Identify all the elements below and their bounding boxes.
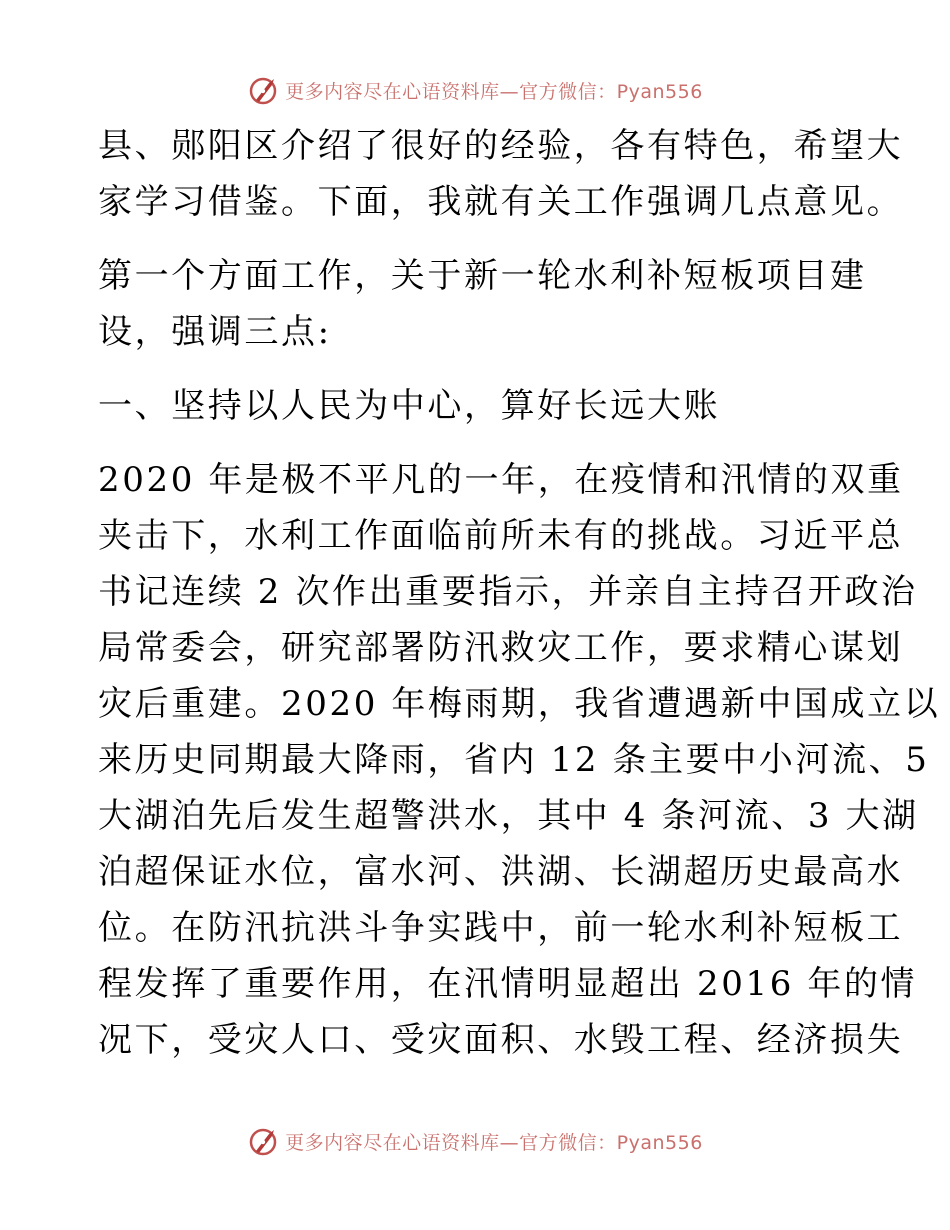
paragraph-intro — [98, 118, 904, 230]
text-line: 位。在防汛抗洪斗争实践中，前一轮水利补短板工 — [98, 908, 904, 948]
text-line: 灾后重建。2020 年梅雨期，我省遭遇新中国成立以 — [98, 684, 941, 724]
pen-nib-circle-icon — [247, 1124, 281, 1158]
watermark-text: 更多内容尽在心语资料库—官方微信：Pyan556 — [285, 80, 703, 103]
text-line: 局常委会，研究部署防汛救灾工作，要求精心谋划 — [98, 628, 904, 668]
pen-nib-circle-icon — [247, 73, 281, 107]
paragraph-body — [98, 452, 941, 1068]
text-line: 设，强调三点: — [98, 312, 332, 352]
text-line: 2020 年是极不平凡的一年，在疫情和汛情的双重 — [98, 460, 904, 500]
document-body — [98, 118, 941, 1068]
header-watermark — [0, 70, 950, 110]
text-line: 县、郧阳区介绍了很好的经验，各有特色，希望大 — [98, 126, 904, 166]
text-line: 家学习借鉴。下面，我就有关工作强调几点意见。 — [98, 182, 904, 222]
watermark-text: 更多内容尽在心语资料库—官方微信：Pyan556 — [285, 1131, 703, 1154]
text-line: 来历史同期最大降雨，省内 12 条主要中小河流、5 — [98, 740, 930, 780]
text-line: 夹击下，水利工作面临前所未有的挑战。习近平总 — [98, 516, 904, 556]
text-line: 第一个方面工作，关于新一轮水利补短板项目建 — [98, 256, 867, 296]
text-line: 一、坚持以人民为中心，算好长远大账 — [98, 386, 721, 426]
text-line: 大湖泊先后发生超警洪水，其中 4 条河流、3 大湖 — [98, 796, 919, 836]
paragraph-section-heading — [98, 248, 867, 360]
text-line: 况下，受灾人口、受灾面积、水毁工程、经济损失 — [98, 1020, 904, 1060]
text-line: 书记连续 2 次作出重要指示，并亲自主持召开政治 — [98, 572, 918, 612]
footer-watermark — [0, 1121, 950, 1161]
paragraph-point-heading — [98, 378, 858, 434]
text-line: 程发挥了重要作用，在汛情明显超出 2016 年的情 — [98, 964, 918, 1004]
text-line: 泊超保证水位，富水河、洪湖、长湖超历史最高水 — [98, 852, 904, 892]
